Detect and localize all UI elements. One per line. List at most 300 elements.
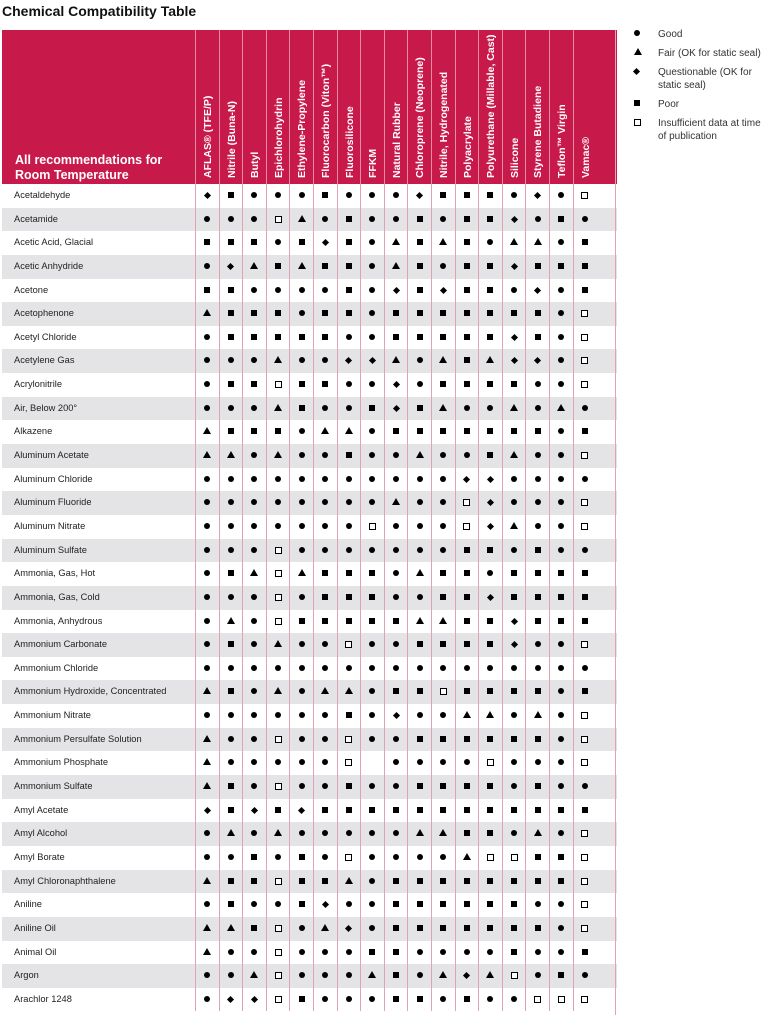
table-cell [525,373,549,397]
table-cell [242,870,266,894]
filled-circle-icon [558,476,564,482]
row-label: Acetone [14,284,49,295]
table-cell [219,539,243,563]
filled-triangle-icon [203,735,211,742]
table-row [2,610,617,634]
table-row [2,444,617,468]
filled-diamond-icon [487,523,494,530]
filled-circle-icon [417,547,423,553]
table-cell [195,846,219,870]
filled-triangle-icon [203,877,211,884]
filled-square-icon [228,287,234,293]
table-cell [407,231,431,255]
table-cell [573,870,597,894]
table-cell [219,680,243,704]
filled-square-icon [228,428,234,434]
table-cell [242,515,266,539]
filled-circle-icon [322,452,328,458]
filled-triangle-icon [227,451,235,458]
filled-circle-icon [558,925,564,931]
filled-circle-icon [369,239,375,245]
filled-circle-icon [417,712,423,718]
table-cell [219,468,243,492]
filled-square-icon [275,807,281,813]
filled-square-icon [511,428,517,434]
table-cell [549,586,573,610]
filled-triangle-icon [203,687,211,694]
table-row [2,420,617,444]
table-cell [384,255,408,279]
filled-diamond-icon [204,807,211,814]
table-cell [313,822,337,846]
table-cell [407,751,431,775]
filled-square-icon [251,925,257,931]
filled-square-icon [440,570,446,576]
filled-square-icon [582,594,588,600]
table-cell [573,680,597,704]
filled-square-icon [393,996,399,1002]
filled-square-icon [440,192,446,198]
table-cell [289,326,313,350]
filled-square-icon [558,807,564,813]
table-cell [360,633,384,657]
table-cell [549,657,573,681]
table-cell [549,799,573,823]
filled-circle-icon [204,594,210,600]
filled-circle-icon [369,547,375,553]
table-cell [407,610,431,634]
filled-triangle-icon [416,617,424,624]
filled-circle-icon [487,405,493,411]
filled-circle-icon [251,641,257,647]
filled-square-icon [322,334,328,340]
filled-circle-icon [440,263,446,269]
filled-circle-icon [440,452,446,458]
column-header [502,30,525,184]
filled-triangle-icon [392,356,400,363]
filled-circle-icon [251,759,257,765]
filled-circle-icon [204,665,210,671]
filled-circle-icon [299,759,305,765]
table-cell [549,633,573,657]
table-cell [455,491,479,515]
filled-square-icon [464,641,470,647]
filled-triangle-icon [439,238,447,245]
filled-circle-icon [228,665,234,671]
row-label: Acrylonitrile [14,379,63,390]
filled-square-icon [346,216,352,222]
filled-circle-icon [417,972,423,978]
filled-square-icon [440,381,446,387]
filled-triangle-icon [486,711,494,718]
table-cell [525,444,549,468]
filled-triangle-icon [439,617,447,624]
table-cell [549,941,573,965]
filled-diamond-icon [633,68,640,75]
table-cell [242,633,266,657]
filled-circle-icon [535,665,541,671]
filled-circle-icon [393,736,399,742]
filled-circle-icon [487,949,493,955]
column-header-label: Butyl [249,151,262,178]
filled-square-icon [511,925,517,931]
filled-square-icon [346,287,352,293]
filled-triangle-icon [463,711,471,718]
table-cell [219,704,243,728]
filled-square-icon [369,570,375,576]
filled-circle-icon [511,996,517,1002]
table-cell [502,728,526,752]
filled-square-icon [228,381,234,387]
row-label: Alkazene [14,426,53,437]
table-row [2,208,617,232]
page-title: Chemical Compatibility Table [2,3,197,19]
table-cell [195,373,219,397]
filled-diamond-icon [298,807,305,814]
filled-circle-icon [299,594,305,600]
filled-circle-icon [299,665,305,671]
filled-circle-icon [582,405,588,411]
filled-circle-icon [369,192,375,198]
table-cell [313,846,337,870]
filled-triangle-icon [274,829,282,836]
hollow-square-icon [581,357,588,364]
filled-square-icon [417,334,423,340]
table-cell [407,704,431,728]
table-cell [360,373,384,397]
filled-triangle-icon [227,924,235,931]
filled-triangle-icon [227,617,235,624]
table-cell [407,349,431,373]
filled-circle-icon [251,405,257,411]
table-cell [242,491,266,515]
table-cell [313,491,337,515]
filled-square-icon [393,618,399,624]
filled-square-icon [487,216,493,222]
table-cell [289,728,313,752]
table-cell [478,846,502,870]
table-cell [266,680,290,704]
filled-square-icon [322,878,328,884]
filled-triangle-icon [250,569,258,576]
table-cell [478,444,502,468]
table-cell [195,397,219,421]
table-cell [431,373,455,397]
filled-circle-icon [535,972,541,978]
filled-circle-icon [369,901,375,907]
table-cell [313,893,337,917]
hollow-square-icon [275,949,282,956]
filled-square-icon [535,334,541,340]
filled-triangle-icon [345,427,353,434]
filled-circle-icon [251,783,257,789]
table-cell [573,633,597,657]
filled-circle-icon [299,783,305,789]
table-cell [266,326,290,350]
table-cell [242,941,266,965]
filled-circle-icon [417,665,423,671]
table-cell [289,610,313,634]
filled-triangle-icon [416,569,424,576]
table-row [2,799,617,823]
filled-square-icon [535,736,541,742]
filled-square-icon [204,287,210,293]
table-cell [407,775,431,799]
legend-item [634,117,768,143]
filled-circle-icon [369,641,375,647]
table-cell [431,964,455,988]
table-cell [525,964,549,988]
table-cell [195,728,219,752]
filled-circle-icon [558,547,564,553]
filled-circle-icon [393,783,399,789]
table-cell [266,633,290,657]
filled-square-icon [487,263,493,269]
table-cell [502,539,526,563]
table-cell [407,988,431,1012]
filled-circle-icon [346,405,352,411]
filled-square-icon [582,570,588,576]
filled-circle-icon [393,570,399,576]
filled-square-icon [322,310,328,316]
table-cell [478,870,502,894]
filled-circle-icon [417,594,423,600]
filled-triangle-icon [345,877,353,884]
table-cell [431,846,455,870]
filled-diamond-icon [393,287,400,294]
filled-circle-icon [204,499,210,505]
filled-diamond-icon [227,996,234,1003]
table-cell [195,870,219,894]
filled-square-icon [369,618,375,624]
filled-circle-icon [346,381,352,387]
filled-circle-icon [251,830,257,836]
legend-item [634,66,768,92]
filled-square-icon [511,594,517,600]
filled-square-icon [251,854,257,860]
filled-square-icon [464,239,470,245]
table-cell [313,988,337,1012]
table-cell [478,562,502,586]
table-cell [242,964,266,988]
filled-square-icon [369,405,375,411]
table-cell [573,184,597,208]
table-cell [360,586,384,610]
table-cell [455,799,479,823]
table-cell [431,799,455,823]
table-cell [242,208,266,232]
table-cell [502,799,526,823]
filled-square-icon [228,807,234,813]
row-label: Argon [14,970,39,981]
table-cell [289,349,313,373]
filled-triangle-icon [416,451,424,458]
filled-circle-icon [299,925,305,931]
filled-circle-icon [440,499,446,505]
table-cell [219,846,243,870]
row-label: Aluminum Nitrate [14,520,86,531]
table-cell [266,397,290,421]
table-cell [384,988,408,1012]
filled-square-icon [228,641,234,647]
column-header-label: Nitrile, Hydrogenated [438,71,450,178]
filled-circle-icon [558,523,564,529]
table-cell [455,468,479,492]
table-cell [289,988,313,1012]
filled-circle-icon [393,854,399,860]
filled-square-icon [487,925,493,931]
filled-circle-icon [228,547,234,553]
filled-circle-icon [204,830,210,836]
table-cell [455,208,479,232]
table-cell [337,326,361,350]
filled-circle-icon [346,523,352,529]
table-cell [219,420,243,444]
table-cell [573,728,597,752]
filled-circle-icon [346,996,352,1002]
table-cell [360,799,384,823]
table-cell [384,515,408,539]
hollow-square-icon [463,523,470,530]
table-cell [313,870,337,894]
table-cell [337,964,361,988]
table-cell [431,420,455,444]
table-cell [455,539,479,563]
table-cell [502,491,526,515]
row-label: Acetamide [14,213,58,224]
table-cell [313,420,337,444]
row-label: Amyl Borate [14,851,65,862]
table-cell [573,491,597,515]
table-row [2,988,617,1012]
filled-square-icon [393,310,399,316]
table-cell [289,397,313,421]
filled-circle-icon [440,854,446,860]
filled-circle-icon [558,287,564,293]
table-cell [455,373,479,397]
table-cell [525,893,549,917]
filled-circle-icon [487,239,493,245]
filled-square-icon [558,618,564,624]
table-cell [407,255,431,279]
table-cell [289,822,313,846]
filled-circle-icon [440,216,446,222]
filled-square-icon [251,239,257,245]
table-cell [289,515,313,539]
table-cell [266,846,290,870]
table-cell [573,279,597,303]
table-cell [478,231,502,255]
filled-circle-icon [322,996,328,1002]
column-header [407,30,430,184]
filled-circle-icon [251,287,257,293]
filled-circle-icon [511,476,517,482]
table-cell [407,444,431,468]
filled-square-icon [417,688,423,694]
filled-circle-icon [369,428,375,434]
table-cell [502,988,526,1012]
table-cell [525,704,549,728]
table-cell [266,657,290,681]
table-cell [242,326,266,350]
table-cell [502,586,526,610]
filled-circle-icon [558,452,564,458]
table-cell [242,988,266,1012]
table-cell [242,373,266,397]
table-cell [525,610,549,634]
table-cell [360,941,384,965]
filled-square-icon [275,428,281,434]
filled-triangle-icon [392,498,400,505]
table-cell [431,184,455,208]
filled-circle-icon [228,854,234,860]
table-cell [502,964,526,988]
filled-circle-icon [346,972,352,978]
table-row [2,468,617,492]
filled-square-icon [535,783,541,789]
filled-square-icon [417,428,423,434]
table-cell [360,208,384,232]
hollow-square-icon [581,641,588,648]
filled-circle-icon [393,452,399,458]
filled-circle-icon [369,854,375,860]
filled-circle-icon [299,357,305,363]
table-cell [289,633,313,657]
filled-diamond-icon [511,216,518,223]
table-cell [573,988,597,1012]
hollow-square-icon [275,783,282,790]
table-cell [195,302,219,326]
hollow-square-icon [345,641,352,648]
table-cell [195,562,219,586]
filled-circle-icon [634,30,640,36]
table-cell [549,822,573,846]
filled-square-icon [464,357,470,363]
filled-circle-icon [511,287,517,293]
table-cell [219,349,243,373]
filled-square-icon [346,783,352,789]
table-cell [502,279,526,303]
filled-circle-icon [251,192,257,198]
table-cell [431,231,455,255]
filled-square-icon [582,807,588,813]
filled-square-icon [464,381,470,387]
hollow-square-icon [581,854,588,861]
filled-square-icon [275,263,281,269]
filled-square-icon [582,239,588,245]
table-cell [313,184,337,208]
table-cell [337,231,361,255]
filled-circle-icon [204,712,210,718]
table-cell [337,208,361,232]
filled-diamond-icon [511,263,518,270]
column-header-label: Natural Rubber [390,102,403,178]
column-header [266,30,289,184]
filled-circle-icon [417,759,423,765]
table-cell [478,704,502,728]
filled-circle-icon [369,688,375,694]
table-cell [195,444,219,468]
filled-circle-icon [275,523,281,529]
filled-square-icon [228,688,234,694]
table-row [2,326,617,350]
row-label: Acetyl Chloride [14,331,77,342]
filled-circle-icon [322,499,328,505]
filled-circle-icon [299,688,305,694]
filled-square-icon [299,405,305,411]
table-cell [525,397,549,421]
table-cell [337,775,361,799]
